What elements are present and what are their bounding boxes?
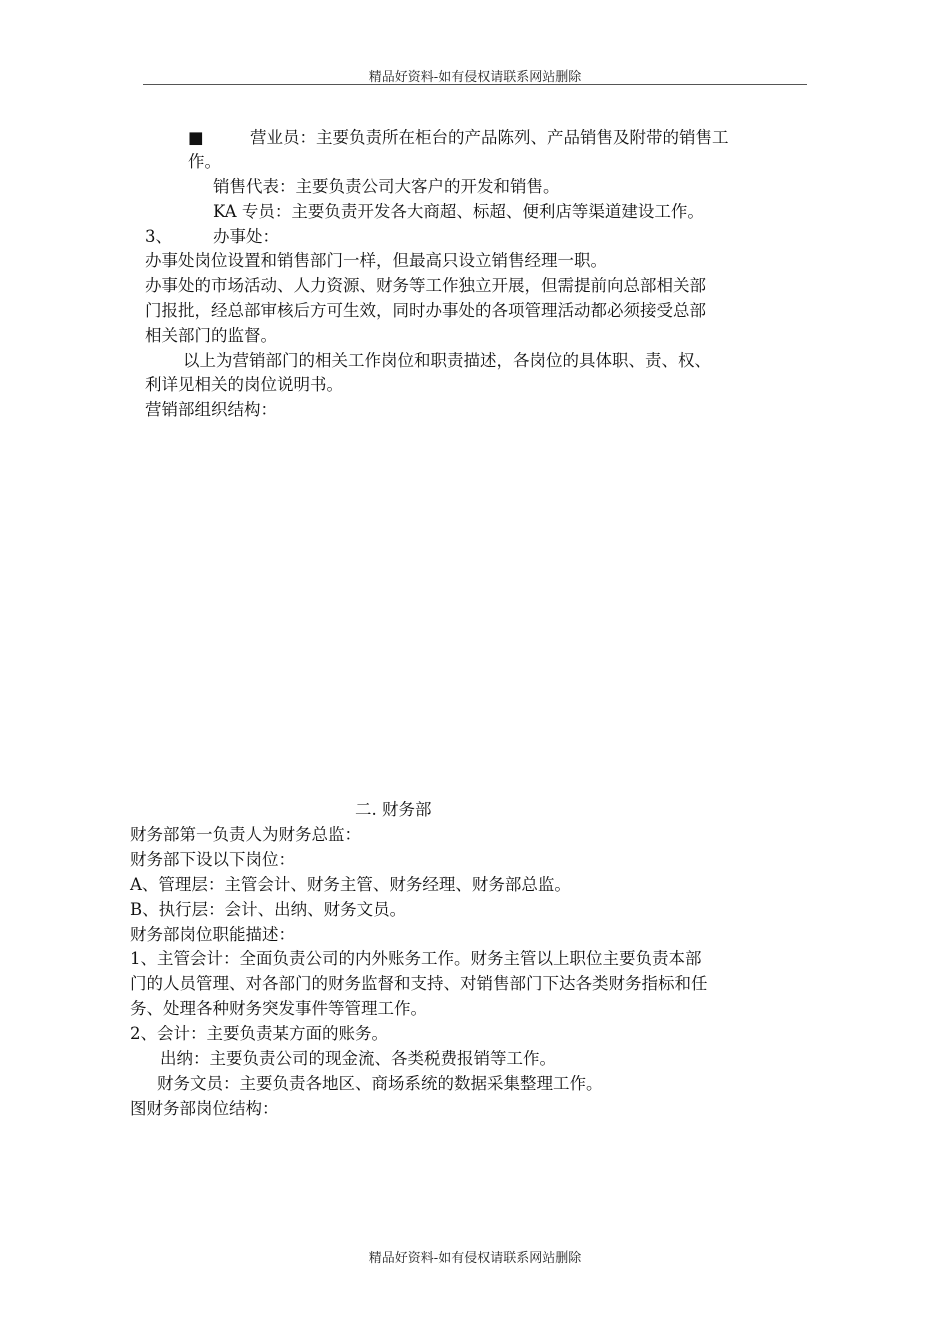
marketing-org-label: 营销部组织结构： — [145, 400, 277, 419]
sales-rep-line: 销售代表：主要负责公司大客户的开发和销售。 — [213, 177, 560, 196]
finance-section-title: 二. 财务部 — [355, 800, 432, 819]
finance-clerk-line: 财务文员：主要负责各地区、商场系统的数据采集整理工作。 — [157, 1074, 603, 1093]
finance-paragraph-1: 财务部第一负责人为财务总监： — [130, 825, 361, 844]
summary-line-2: 利详见相关的岗位说明书。 — [145, 375, 343, 394]
page-footer: 精品好资料-如有侵权请联系网站删除 — [368, 1251, 582, 1266]
finance-chief-accountant-line-3: 务、处理各种财务突发事件等管理工作。 — [130, 999, 427, 1018]
finance-execution-layer: B、执行层：会计、出纳、财务文员。 — [130, 900, 407, 919]
finance-cashier-line: 出纳：主要负责公司的现金流、各类税费报销等工作。 — [160, 1049, 556, 1068]
summary-line-1: 以上为营销部门的相关工作岗位和职责描述，各岗位的具体职、责、权、 — [183, 351, 711, 370]
salesperson-line — [188, 127, 729, 149]
finance-structure-label: 图财务部岗位结构： — [130, 1099, 279, 1118]
finance-chief-accountant-line-2: 门的人员管理、对各部门的财务监督和支持、对销售部门下达各类财务指标和任 — [130, 974, 708, 993]
finance-paragraph-2: 财务部下设以下岗位： — [130, 850, 295, 869]
office-paragraph-2-line-2: 门报批，经总部审核后方可生效，同时办事处的各项管理活动都必须接受总部 — [145, 301, 706, 320]
office-number: 3、 — [145, 227, 172, 246]
office-paragraph-1: 办事处岗位设置和销售部门一样，但最高只设立销售经理一职。 — [145, 251, 607, 270]
finance-management-layer: A、管理层：主管会计、财务主管、财务经理、财务部总监。 — [130, 875, 571, 894]
office-heading — [145, 226, 279, 248]
salesperson-text: 营业员：主要负责所在柜台的产品陈列、产品销售及附带的销售工 — [250, 128, 729, 147]
bullet-icon: ■ — [188, 128, 204, 147]
office-paragraph-2-line-1: 办事处的市场活动、人力资源、财务等工作独立开展，但需提前向总部相关部 — [145, 276, 706, 295]
page-header: 精品好资料-如有侵权请联系网站删除 — [368, 70, 582, 85]
ka-specialist-line: KA 专员：主要负责开发各大商超、标超、便利店等渠道建设工作。 — [213, 202, 704, 221]
finance-accountant-line: 2、会计：主要负责某方面的账务。 — [130, 1024, 388, 1043]
salesperson-text-cont: 作。 — [188, 152, 221, 171]
office-title: 办事处： — [213, 227, 279, 246]
office-paragraph-2-line-3: 相关部门的监督。 — [145, 326, 277, 345]
header-rule — [143, 84, 807, 85]
finance-duties-heading: 财务部岗位职能描述： — [130, 925, 295, 944]
finance-chief-accountant-line-1: 1、主管会计：全面负责公司的内外账务工作。财务主管以上职位主要负责本部 — [130, 949, 702, 968]
